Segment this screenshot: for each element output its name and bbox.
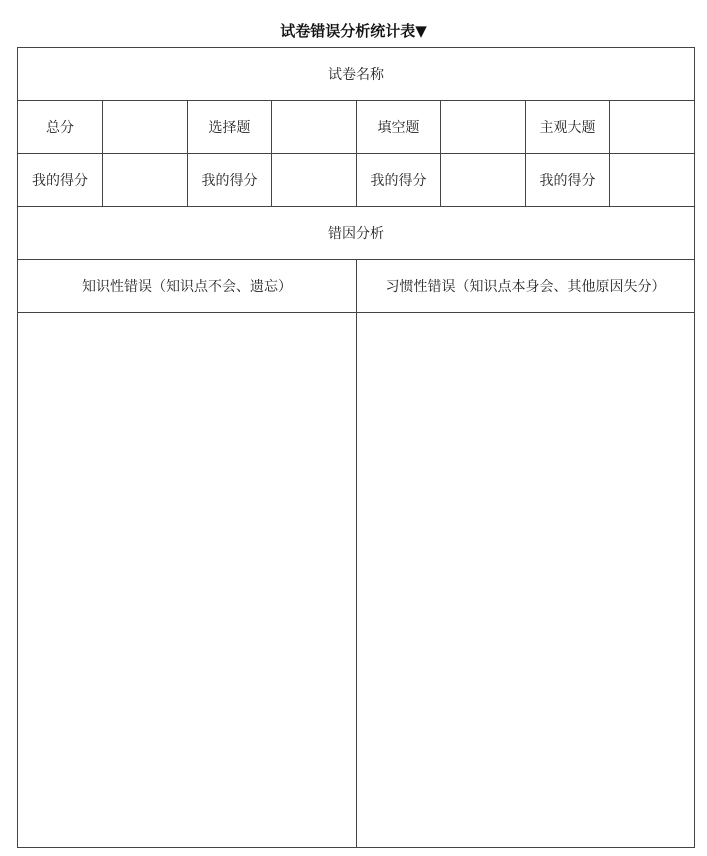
exam-name-row (18, 48, 695, 101)
my-score-choice-input-cell[interactable] (272, 154, 357, 207)
my-score-total-input-cell[interactable] (103, 154, 188, 207)
error-type-row (18, 260, 695, 313)
score-category-row (18, 101, 695, 154)
error-cause-row (18, 207, 695, 260)
error-cause-heading: 错因分析 (18, 207, 695, 260)
knowledge-error-input-area[interactable] (18, 313, 357, 848)
my-score-label-subjective: 我的得分 (526, 154, 610, 207)
my-score-label-choice: 我的得分 (188, 154, 272, 207)
my-score-fill-blank-input-cell[interactable] (441, 154, 526, 207)
error-detail-row (18, 313, 695, 848)
total-score-label: 总分 (18, 101, 103, 154)
subjective-label: 主观大题 (526, 101, 610, 154)
fill-blank-label: 填空题 (357, 101, 441, 154)
page-title: 试卷错误分析统计表▼ (280, 22, 427, 40)
fill-blank-score-input-cell[interactable] (441, 101, 526, 154)
habit-error-heading: 习惯性错误（知识点本身会、其他原因失分） (357, 260, 695, 313)
my-score-label-fill-blank: 我的得分 (357, 154, 441, 207)
my-score-row (18, 154, 695, 207)
total-score-input-cell[interactable] (103, 101, 188, 154)
subjective-score-input-cell[interactable] (610, 101, 695, 154)
choice-label: 选择题 (188, 101, 272, 154)
error-analysis-table (17, 47, 695, 848)
choice-score-input-cell[interactable] (272, 101, 357, 154)
my-score-subjective-input-cell[interactable] (610, 154, 695, 207)
knowledge-error-heading: 知识性错误（知识点不会、遗忘） (18, 260, 357, 313)
exam-name-cell[interactable]: 试卷名称 (18, 48, 695, 101)
my-score-label-total: 我的得分 (18, 154, 103, 207)
habit-error-input-area[interactable] (357, 313, 695, 848)
